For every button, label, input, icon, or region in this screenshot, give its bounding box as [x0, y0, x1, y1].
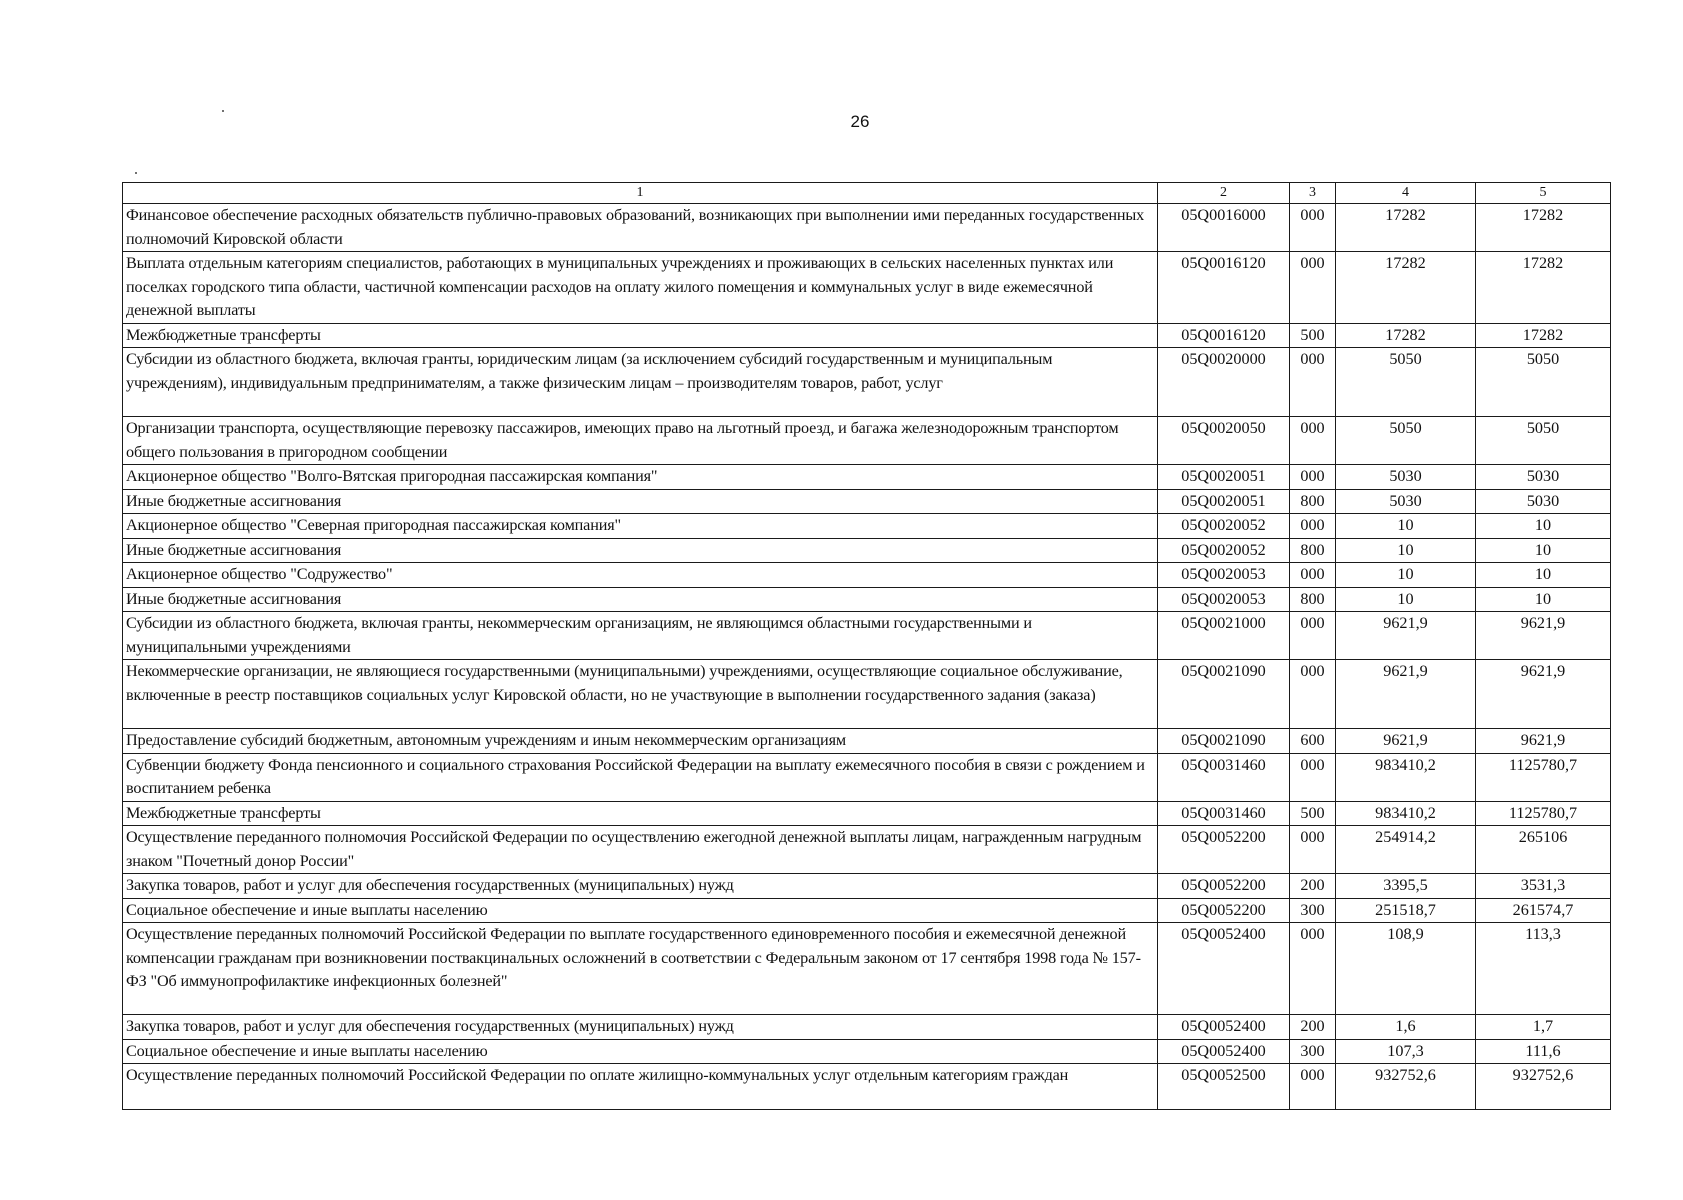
row-expense-type-cell: 000: [1290, 660, 1336, 729]
row-expense-type-cell: 000: [1290, 826, 1336, 874]
scan-speck: [222, 110, 224, 112]
table-row: [123, 348, 1611, 417]
table-row: [123, 587, 1611, 612]
row-expense-type-cell: 000: [1290, 252, 1336, 324]
table-row: [123, 898, 1611, 923]
row-amount-year2-cell: 17282: [1476, 323, 1611, 348]
row-code-cell: 05Q0052200: [1158, 898, 1290, 923]
row-code-cell: 05Q0016120: [1158, 252, 1290, 324]
row-name-cell: Субвенции бюджету Фонда пенсионного и социального страхования Российской Федерации на выплату ежемесячного пособия в связи с рождением и воспитанием ребенка: [123, 753, 1158, 801]
row-name-cell: Финансовое обеспечение расходных обязательств публично-правовых образований, возникающих при выполнении ими переданных государственных полномочий Кировской области: [123, 204, 1158, 252]
row-amount-year1-cell: 17282: [1336, 323, 1476, 348]
row-expense-type-cell: 000: [1290, 1064, 1336, 1110]
row-name-cell: Иные бюджетные ассигнования: [123, 538, 1158, 563]
row-amount-year1-cell: 5050: [1336, 348, 1476, 417]
row-expense-type-cell: 000: [1290, 753, 1336, 801]
table-row: [123, 538, 1611, 563]
row-name-cell: Субсидии из областного бюджета, включая гранты, некоммерческим организациям, не являющимся областными государственными и муниципальными учреждениями: [123, 612, 1158, 660]
header-cell-2: 2: [1158, 183, 1290, 204]
row-code-cell: 05Q0020000: [1158, 348, 1290, 417]
table-row: [123, 323, 1611, 348]
row-amount-year2-cell: 5030: [1476, 489, 1611, 514]
table-row: [123, 923, 1611, 1015]
row-amount-year2-cell: 10: [1476, 587, 1611, 612]
row-amount-year2-cell: 1,7: [1476, 1015, 1611, 1040]
header-cell-1: 1: [123, 183, 1158, 204]
row-amount-year1-cell: 9621,9: [1336, 612, 1476, 660]
table-row: [123, 660, 1611, 729]
row-code-cell: 05Q0052400: [1158, 1015, 1290, 1040]
row-expense-type-cell: 000: [1290, 348, 1336, 417]
table-row: [123, 417, 1611, 465]
header-row: [123, 183, 1611, 204]
row-name-cell: Иные бюджетные ассигнования: [123, 587, 1158, 612]
row-amount-year1-cell: 5030: [1336, 465, 1476, 490]
header-cell-4: 4: [1336, 183, 1476, 204]
row-name-cell: Предоставление субсидий бюджетным, автономным учреждениям и иным некоммерческим организациям: [123, 729, 1158, 754]
header-cell-5: 5: [1476, 183, 1611, 204]
row-amount-year1-cell: 10: [1336, 587, 1476, 612]
table-row: [123, 204, 1611, 252]
row-code-cell: 05Q0016000: [1158, 204, 1290, 252]
row-code-cell: 05Q0020052: [1158, 514, 1290, 539]
row-amount-year2-cell: 5050: [1476, 417, 1611, 465]
row-name-cell: Осуществление переданных полномочий Российской Федерации по выплате государственного единовременного пособия и ежемесячной денежной компенсации гражданам при возникновении поствакцинальных осложнений в соответствии с Федеральным законом от 17 сентября 1998 года № 157-ФЗ "Об иммунопрофилактике инфекционных болезней": [123, 923, 1158, 1015]
row-code-cell: 05Q0052500: [1158, 1064, 1290, 1110]
row-amount-year1-cell: 107,3: [1336, 1039, 1476, 1064]
row-amount-year2-cell: 932752,6: [1476, 1064, 1611, 1110]
row-amount-year1-cell: 983410,2: [1336, 801, 1476, 826]
row-code-cell: 05Q0052200: [1158, 874, 1290, 899]
row-amount-year1-cell: 10: [1336, 514, 1476, 539]
row-expense-type-cell: 200: [1290, 1015, 1336, 1040]
table-row: [123, 801, 1611, 826]
table-row: [123, 489, 1611, 514]
row-name-cell: Закупка товаров, работ и услуг для обеспечения государственных (муниципальных) нужд: [123, 874, 1158, 899]
table-row: [123, 465, 1611, 490]
table-row: [123, 753, 1611, 801]
row-name-cell: Социальное обеспечение и иные выплаты населению: [123, 898, 1158, 923]
row-amount-year2-cell: 9621,9: [1476, 729, 1611, 754]
row-code-cell: 05Q0020051: [1158, 489, 1290, 514]
row-expense-type-cell: 500: [1290, 323, 1336, 348]
row-amount-year2-cell: 1125780,7: [1476, 753, 1611, 801]
row-amount-year1-cell: 9621,9: [1336, 660, 1476, 729]
row-expense-type-cell: 000: [1290, 514, 1336, 539]
row-name-cell: Осуществление переданных полномочий Российской Федерации по оплате жилищно-коммунальных услуг отдельным категориям граждан: [123, 1064, 1158, 1110]
row-amount-year2-cell: 113,3: [1476, 923, 1611, 1015]
row-expense-type-cell: 800: [1290, 587, 1336, 612]
row-expense-type-cell: 000: [1290, 563, 1336, 588]
row-amount-year1-cell: 254914,2: [1336, 826, 1476, 874]
row-name-cell: Межбюджетные трансферты: [123, 801, 1158, 826]
row-amount-year2-cell: 17282: [1476, 252, 1611, 324]
row-expense-type-cell: 000: [1290, 612, 1336, 660]
table-row: [123, 1064, 1611, 1110]
row-amount-year1-cell: 932752,6: [1336, 1064, 1476, 1110]
row-name-cell: Акционерное общество "Содружество": [123, 563, 1158, 588]
row-expense-type-cell: 000: [1290, 204, 1336, 252]
row-code-cell: 05Q0020052: [1158, 538, 1290, 563]
table-row: [123, 612, 1611, 660]
row-name-cell: Межбюджетные трансферты: [123, 323, 1158, 348]
row-amount-year1-cell: 17282: [1336, 204, 1476, 252]
table-body: [123, 204, 1611, 1110]
row-amount-year1-cell: 3395,5: [1336, 874, 1476, 899]
row-code-cell: 05Q0052400: [1158, 1039, 1290, 1064]
page-number: 26: [850, 112, 870, 131]
row-expense-type-cell: 000: [1290, 923, 1336, 1015]
budget-table: [122, 182, 1611, 1110]
row-expense-type-cell: 500: [1290, 801, 1336, 826]
row-name-cell: Некоммерческие организации, не являющиеся государственными (муниципальными) учреждениями, осуществляющие социальное обслуживание, включенные в реестр поставщиков социальных услуг Кировской области, но не участвующие в выполнении государственного задания (заказа): [123, 660, 1158, 729]
row-code-cell: 05Q0021090: [1158, 729, 1290, 754]
row-expense-type-cell: 000: [1290, 465, 1336, 490]
row-code-cell: 05Q0021090: [1158, 660, 1290, 729]
row-amount-year2-cell: 111,6: [1476, 1039, 1611, 1064]
table-row: [123, 1015, 1611, 1040]
row-expense-type-cell: 200: [1290, 874, 1336, 899]
row-amount-year1-cell: 5030: [1336, 489, 1476, 514]
row-amount-year2-cell: 9621,9: [1476, 612, 1611, 660]
row-code-cell: 05Q0020050: [1158, 417, 1290, 465]
row-amount-year2-cell: 5050: [1476, 348, 1611, 417]
row-code-cell: 05Q0052400: [1158, 923, 1290, 1015]
table-row: [123, 1039, 1611, 1064]
row-expense-type-cell: 000: [1290, 417, 1336, 465]
table-row: [123, 826, 1611, 874]
row-amount-year1-cell: 17282: [1336, 252, 1476, 324]
row-amount-year2-cell: 1125780,7: [1476, 801, 1611, 826]
row-amount-year1-cell: 10: [1336, 538, 1476, 563]
row-code-cell: 05Q0020053: [1158, 563, 1290, 588]
table-row: [123, 874, 1611, 899]
row-name-cell: Субсидии из областного бюджета, включая гранты, юридическим лицам (за исключением субсидий государственным и муниципальным учреждениям), индивидуальным предпринимателям, а также физическим лицам – производителям товаров, работ, услуг: [123, 348, 1158, 417]
row-expense-type-cell: 300: [1290, 898, 1336, 923]
row-amount-year2-cell: 265106: [1476, 826, 1611, 874]
table-row: [123, 563, 1611, 588]
row-name-cell: Выплата отдельным категориям специалистов, работающих в муниципальных учреждениях и проживающих в сельских населенных пунктах или поселках городского типа области, частичной компенсации расходов на оплату жилого помещения и коммунальных услуг в виде ежемесячной денежной выплаты: [123, 252, 1158, 324]
row-name-cell: Осуществление переданного полномочия Российской Федерации по осуществлению ежегодной денежной выплаты лицам, награжденным нагрудным знаком "Почетный донор России": [123, 826, 1158, 874]
row-name-cell: Иные бюджетные ассигнования: [123, 489, 1158, 514]
table-header: [123, 183, 1611, 204]
row-amount-year1-cell: 9621,9: [1336, 729, 1476, 754]
row-amount-year2-cell: 5030: [1476, 465, 1611, 490]
row-code-cell: 05Q0020051: [1158, 465, 1290, 490]
row-amount-year1-cell: 1,6: [1336, 1015, 1476, 1040]
scan-speck: [135, 172, 137, 174]
row-code-cell: 05Q0020053: [1158, 587, 1290, 612]
row-name-cell: Акционерное общество "Северная пригородная пассажирская компания": [123, 514, 1158, 539]
row-expense-type-cell: 800: [1290, 538, 1336, 563]
row-code-cell: 05Q0031460: [1158, 753, 1290, 801]
table-row: [123, 729, 1611, 754]
header-cell-3: 3: [1290, 183, 1336, 204]
row-expense-type-cell: 300: [1290, 1039, 1336, 1064]
row-amount-year2-cell: 261574,7: [1476, 898, 1611, 923]
row-expense-type-cell: 800: [1290, 489, 1336, 514]
row-amount-year1-cell: 108,9: [1336, 923, 1476, 1015]
row-amount-year1-cell: 251518,7: [1336, 898, 1476, 923]
row-amount-year2-cell: 10: [1476, 514, 1611, 539]
row-amount-year1-cell: 10: [1336, 563, 1476, 588]
table-row: [123, 514, 1611, 539]
row-amount-year2-cell: 10: [1476, 538, 1611, 563]
row-amount-year2-cell: 17282: [1476, 204, 1611, 252]
row-amount-year2-cell: 3531,3: [1476, 874, 1611, 899]
row-expense-type-cell: 600: [1290, 729, 1336, 754]
row-code-cell: 05Q0031460: [1158, 801, 1290, 826]
row-code-cell: 05Q0016120: [1158, 323, 1290, 348]
row-amount-year2-cell: 9621,9: [1476, 660, 1611, 729]
row-name-cell: Закупка товаров, работ и услуг для обеспечения государственных (муниципальных) нужд: [123, 1015, 1158, 1040]
row-name-cell: Акционерное общество "Волго-Вятская пригородная пассажирская компания": [123, 465, 1158, 490]
table-row: [123, 252, 1611, 324]
row-code-cell: 05Q0021000: [1158, 612, 1290, 660]
row-amount-year2-cell: 10: [1476, 563, 1611, 588]
row-amount-year1-cell: 5050: [1336, 417, 1476, 465]
row-name-cell: Социальное обеспечение и иные выплаты населению: [123, 1039, 1158, 1064]
row-name-cell: Организации транспорта, осуществляющие перевозку пассажиров, имеющих право на льготный проезд, и багажа железнодорожным транспортом общего пользования в пригородном сообщении: [123, 417, 1158, 465]
row-amount-year1-cell: 983410,2: [1336, 753, 1476, 801]
row-code-cell: 05Q0052200: [1158, 826, 1290, 874]
